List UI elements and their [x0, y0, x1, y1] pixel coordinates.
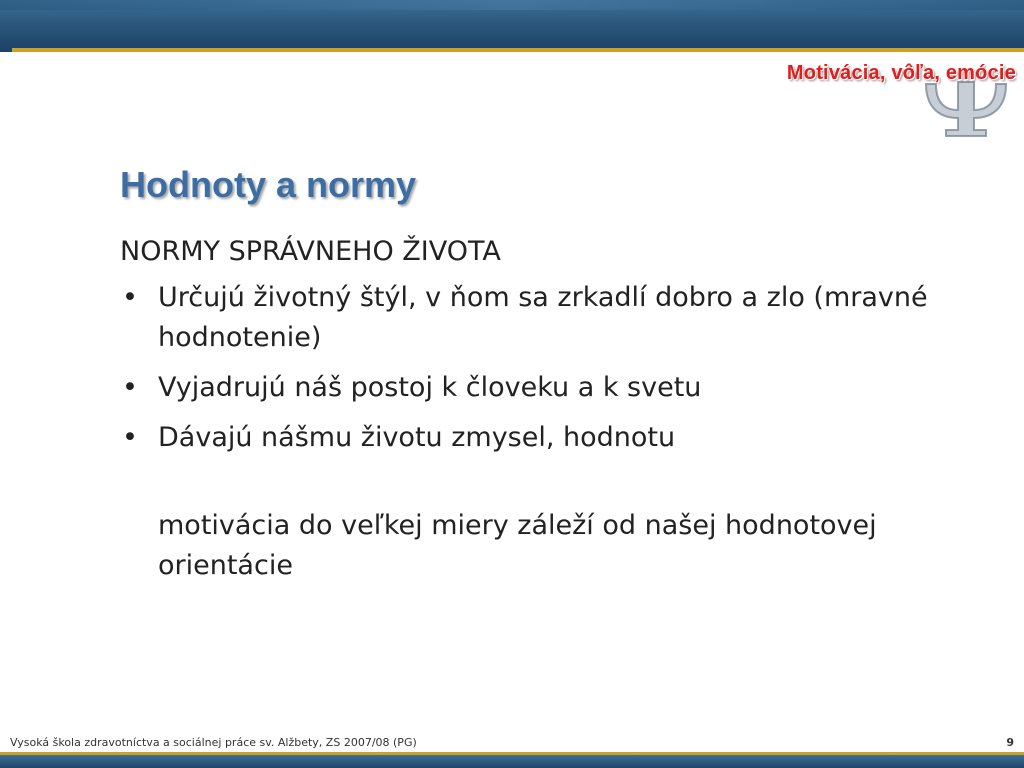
- top-banner-edge: [0, 48, 12, 52]
- slide-body: [118, 232, 978, 586]
- bullet-item: [118, 368, 978, 408]
- bullet-item: [118, 418, 978, 458]
- slide-note: motivácia do veľkej miery záleží od našej hodnotovej orientácie: [158, 510, 877, 581]
- bullet-text: Dávajú nášmu životu zmysel, hodnotu: [158, 422, 676, 453]
- footer-text: Vysoká škola zdravotníctva a sociálnej práce sv. Alžbety, ZS 2007/08 (PG): [10, 736, 417, 749]
- slide-title: Hodnoty a normy: [120, 164, 417, 205]
- bullet-icon: •: [122, 282, 138, 313]
- slide-subtitle: NORMY SPRÁVNEHO ŽIVOTA: [120, 236, 501, 267]
- bullet-text: Určujú životný štýl, v ňom sa zrkadlí dobro a zlo (mravné hodnotenie): [158, 282, 928, 353]
- top-gold-stripe: [12, 48, 1024, 52]
- bottom-banner: [0, 755, 1024, 768]
- bullet-list: [118, 278, 978, 458]
- bullet-icon: •: [122, 372, 138, 403]
- page-number: 9: [1006, 736, 1014, 749]
- bullet-icon: •: [122, 422, 138, 453]
- top-banner-highlight: [0, 0, 1024, 10]
- header-title: Motivácia, vôľa, emócie: [786, 62, 1016, 84]
- psi-icon: [916, 78, 1016, 142]
- bullet-item: [118, 278, 978, 358]
- bullet-text: Vyjadrujú náš postoj k človeku a k svetu: [158, 372, 702, 403]
